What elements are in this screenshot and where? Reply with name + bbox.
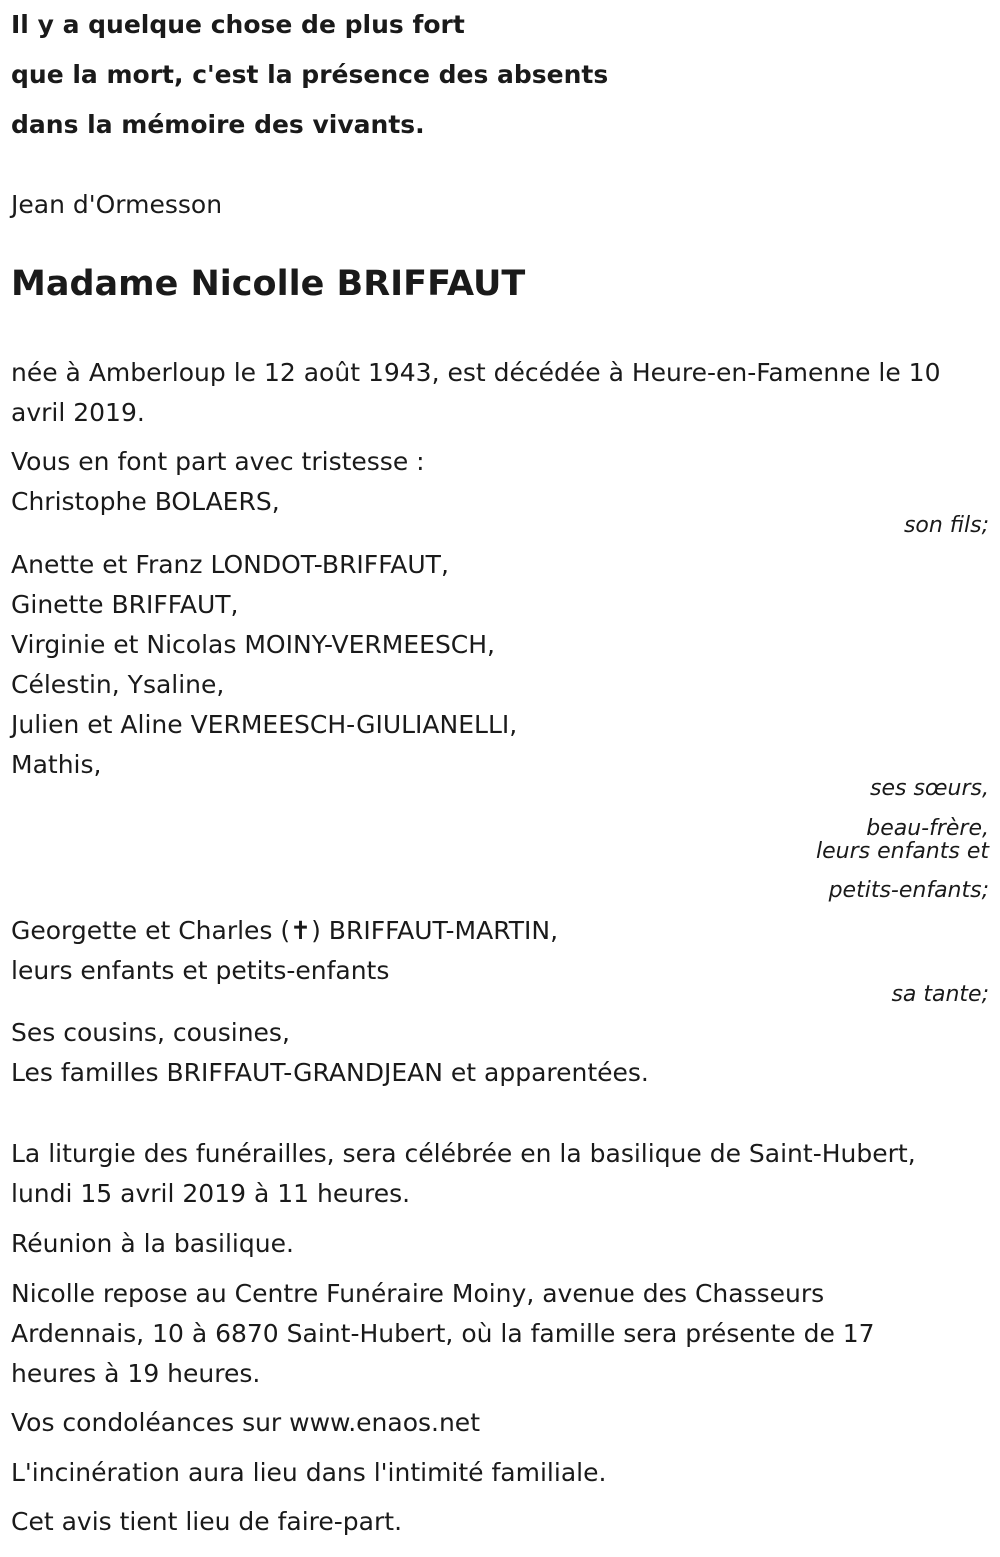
condolences-link: Vos condoléances sur www.enaos.net [11,1408,480,1437]
funeral-rest [11,1274,875,1394]
family-member: Célestin, Ysaline, [11,670,225,699]
relation-son: son fils; [903,513,989,538]
intro-line: Vous en font part avec tristesse : [11,447,425,476]
relation-siblings-3: leurs enfants et [816,839,989,864]
text-line: avril 2019. [11,398,145,427]
relation-siblings-2: beau-frère, [866,816,989,841]
family-aunt [11,911,558,991]
page-title: Madame Nicolle BRIFFAUT [11,264,526,304]
quote-block [11,0,608,150]
family-member: Mathis, [11,750,102,779]
text-line: Ardennais, 10 à 6870 Saint-Hubert, où la famille sera présente de 17 [11,1319,875,1348]
relation-aunt: sa tante; [891,982,989,1007]
quote-author: Jean d'Ormesson [11,190,223,219]
relation-siblings-4: petits-enfants; [828,878,989,903]
text-line: lundi 15 avril 2019 à 11 heures. [11,1179,411,1208]
quote-line: Il y a quelque chose de plus fort [11,10,465,39]
family-member: Les familles BRIFFAUT-GRANDJEAN et apparentées. [11,1058,649,1087]
birth-death-info [11,353,940,433]
text-line: née à Amberloup le 12 août 1943, est décédée à Heure-en-Famenne le 10 [11,358,941,387]
funeral-meeting: Réunion à la basilique. [11,1229,294,1258]
text-line: La liturgie des funérailles, sera célébrée en la basilique de Saint-Hubert, [11,1139,916,1168]
family-member: Georgette et Charles (✝) BRIFFAUT-MARTIN, [11,916,559,945]
family-member: Christophe BOLAERS, [11,487,280,516]
text-line: heures à 19 heures. [11,1359,261,1388]
quote-line: que la mort, c'est la présence des absents [11,60,609,89]
announcement-intro [11,442,425,522]
family-member: Anette et Franz LONDOT-BRIFFAUT, [11,550,449,579]
family-member: Julien et Aline VERMEESCH-GIULIANELLI, [11,710,518,739]
family-member: Virginie et Nicolas MOINY-VERMEESCH, [11,630,496,659]
funeral-liturgy [11,1134,916,1214]
quote-line: dans la mémoire des vivants. [11,110,425,139]
text-line: Nicolle repose au Centre Funéraire Moiny, avenue des Chasseurs [11,1279,825,1308]
family-cousins [11,1013,649,1093]
family-member: Ses cousins, cousines, [11,1018,290,1047]
notice-note: Cet avis tient lieu de faire-part. [11,1507,403,1536]
relation-siblings-1: ses sœurs, [870,776,989,801]
family-siblings [11,545,517,785]
cremation-note: L'incinération aura lieu dans l'intimité familiale. [11,1458,607,1487]
family-member: Ginette BRIFFAUT, [11,590,239,619]
family-member: leurs enfants et petits-enfants [11,956,390,985]
